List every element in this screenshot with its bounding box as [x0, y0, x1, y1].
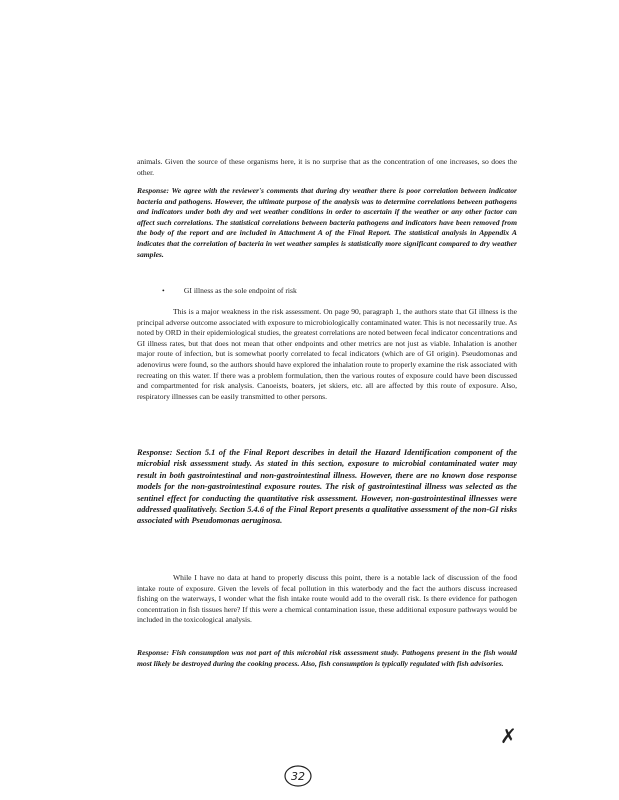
response-2	[137, 447, 517, 527]
bullet-item	[162, 286, 297, 296]
response-label: Response:	[137, 186, 170, 195]
response-text: We agree with the reviewer's comments that during dry weather there is poor correlation between indicator bacteria and pathogens. However, the ultimate purpose of the analysis was to determine correlations between pathogens and indicators under both dry and wet weather conditions in order to ascertain if the weather or any other factor can affect such correlations. The statistical correlations between bacteria pathogens and indicators have been removed from the body of the report and are included in Attachment A of the Final Report. The statistical analysis in Appendix A indicates that the correlation of bacteria in wet weather samples is statistically more significant compared to dry weather samples.	[137, 186, 518, 259]
response-label: Response:	[137, 648, 170, 657]
response-3	[137, 648, 517, 669]
paragraph-animals: animals. Given the source of these organisms here, it is no surprise that as the concentration of one increases, so does the other.	[137, 157, 517, 177]
circle-icon	[283, 764, 313, 788]
response-text: Section 5.1 of the Final Report describes in detail the Hazard Identification component of the microbial risk assessment study. As stated in this section, exposure to microbial contaminated water may result in both gastrointestinal and non-gastrointestinal illness. However, there are no known dose response models for the non-gastrointestinal exposure routes. The risk of gastrointestinal illness was selected as the sentinel effect for conducting the quantitative risk assessment. However, non-gastrointestinal illnesses were addressed qualitatively. Section 5.4.6 of the Final Report presents a qualitative assessment of the non-GI risks associated with Pseudomonas aeruginosa.	[137, 448, 517, 526]
bullet-icon: •	[162, 286, 165, 295]
response-1	[137, 186, 517, 260]
page-number-text: 32	[291, 770, 305, 783]
paragraph-fish: While I have no data at hand to properly discuss this point, there is a notable lack of discussion of the food intake route of exposure. Given the levels of fecal pollution in this waterbody and the fact the authors discuss increased fishing on the waterways, I wonder what the fish intake route would add to the overall risk. Is there evidence for pathogen concentration in fish tissues here? If this were a chemical contamination issue, these additional exposure pathways would be included in the toxicological analysis.	[137, 573, 517, 625]
response-label: Response:	[137, 448, 173, 457]
bullet-text: GI illness as the sole endpoint of risk	[183, 286, 297, 295]
response-text: Fish consumption was not part of this microbial risk assessment study. Pathogens present in the fish would most likely be destroyed during the cooking process. Also, fish consumption is typically regulated with fish advisories.	[137, 648, 517, 668]
paragraph-gi-illness: This is a major weakness in the risk assessment. On page 90, paragraph 1, the authors state that GI illness is the principal adverse outcome associated with exposure to microbiologically contaminated water. This is not necessarily true. As noted by ORD in their epidemiological studies, the greatest correlations are noted between fecal indicator concentrations and GI illness rates, but that does not mean that other endpoints and other metrics are not just as viable. Inhalation is another major route of infection, but is somewhat poorly correlated to fecal indicators (which are of GI origin). Pseudomonas and adenovirus were found, so the authors should have explored the inhalation route to properly examine the risk associated with recreating on this water. If there was a problem formulation, then the various routes of exposure could have been discussed and compartmented for risk analysis. Canoeists, boaters, jet skiers, etc. all are affected by this route of exposure. Also, respiratory illnesses can be easily transmitted to other persons.	[137, 307, 517, 401]
page-number	[283, 764, 313, 788]
handwritten-check-icon: ✗	[500, 724, 517, 748]
